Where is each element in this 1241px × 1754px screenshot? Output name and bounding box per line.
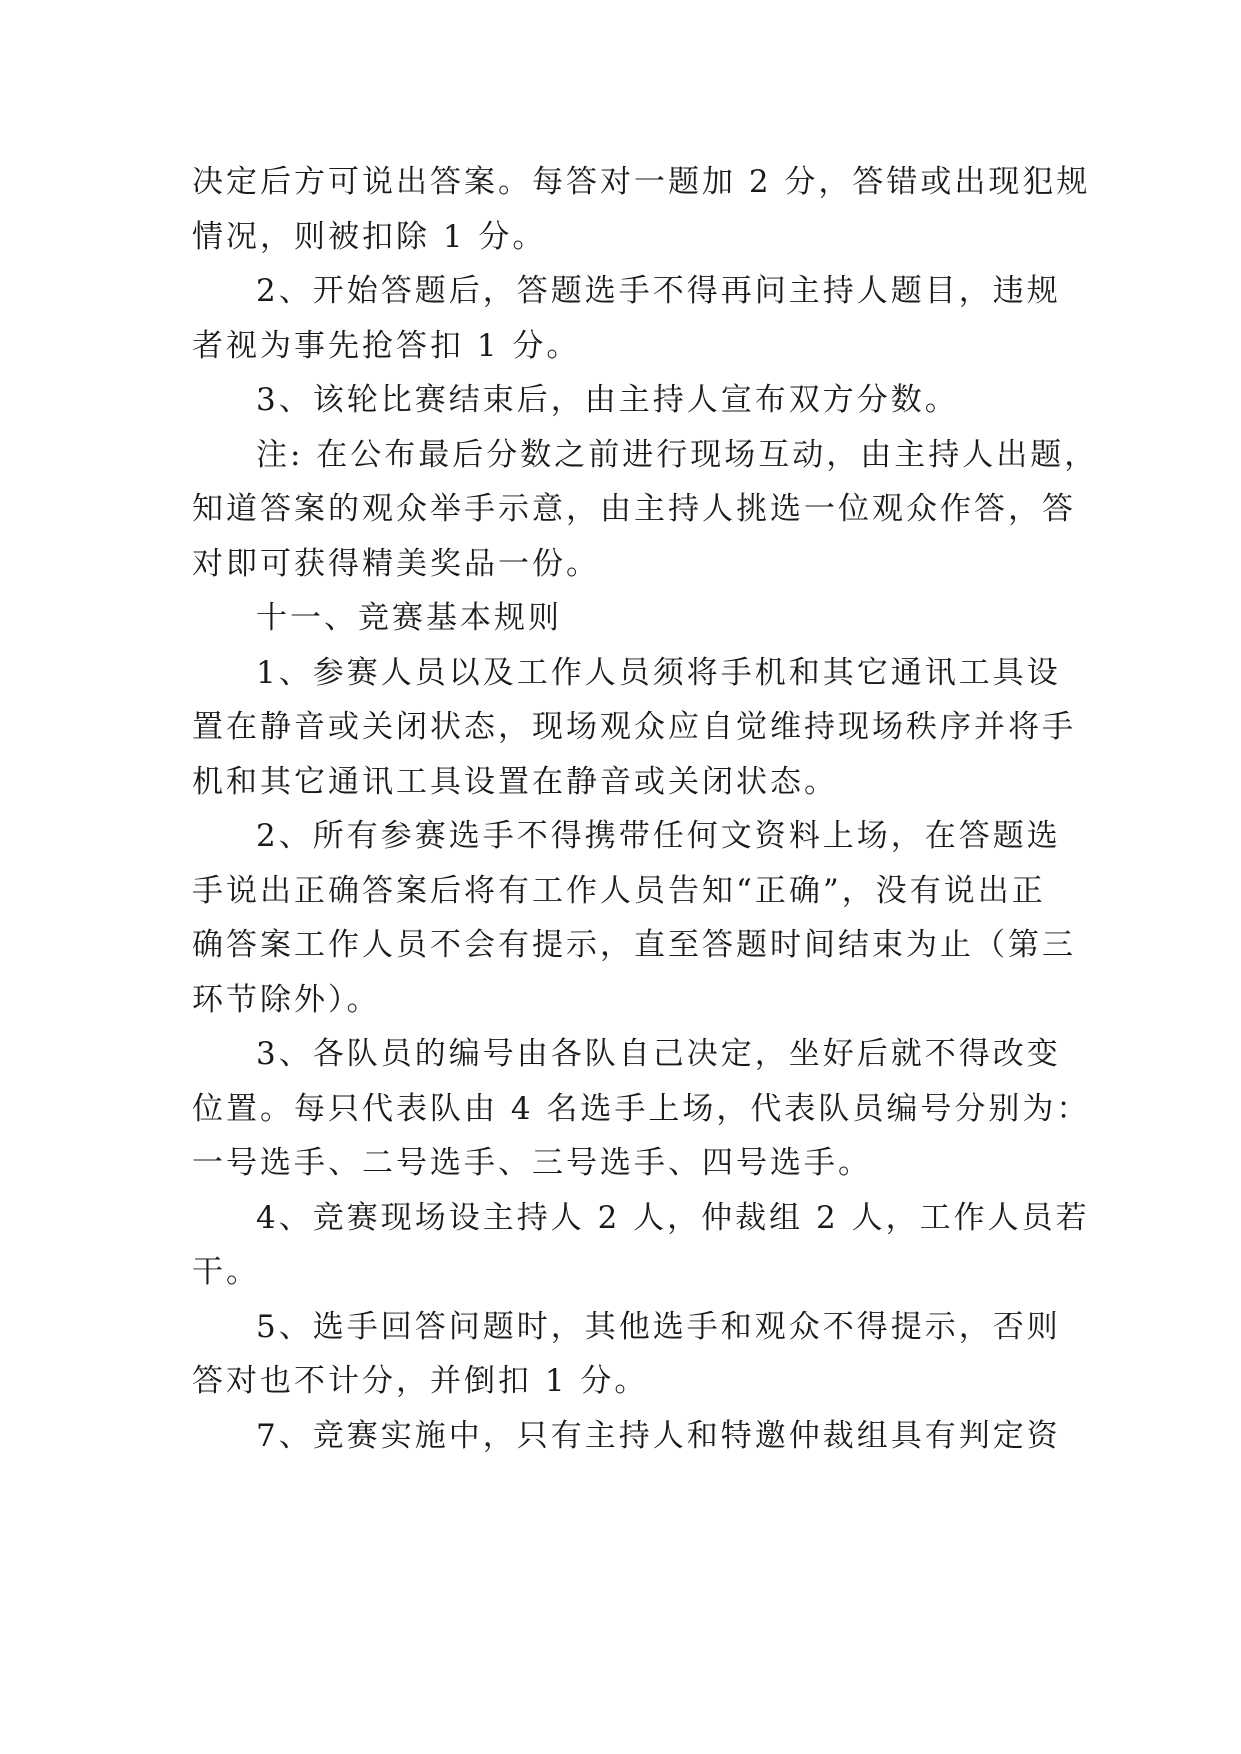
text-line: 确答案工作人员不会有提示，直至答题时间结束为止（第三 [192,927,1076,963]
text-line: 5、选手回答问题时，其他选手和观众不得提示，否则 [256,1308,1061,1345]
text-line: 置在静音或关闭状态，现场观众应自觉维持现场秩序并将手 [192,709,1076,745]
text-line: 者视为事先抢答扣 1 分。 [192,327,581,364]
text-line: 手说出正确答案后将有工作人员告知“正确”，没有说出正 [192,872,1046,909]
text-line: 知道答案的观众举手示意，由主持人挑选一位观众作答，答 [192,491,1076,527]
text-line: 3、该轮比赛结束后，由主持人宣布双方分数。 [256,382,959,418]
text-line: 4、竞赛现场设主持人 2 人，仲裁组 2 人，工作人员若 [256,1199,1090,1236]
text-line: 3、各队员的编号由各队自己决定，坐好后就不得改变 [256,1036,1061,1072]
text-line: 环节除外）。 [192,981,381,1018]
text-line: 一号选手、二号选手、三号选手、四号选手。 [192,1145,872,1181]
text-line: 位置。每只代表队由 4 名选手上场，代表队员编号分别为： [192,1090,1091,1127]
text-line: 干。 [192,1254,260,1290]
document-body [192,155,1099,1463]
section-heading: 十一、竞赛基本规则 [256,600,562,636]
text-line: 机和其它通讯工具设置在静音或关闭状态。 [192,763,838,800]
text-line: 答对也不计分，并倒扣 1 分。 [192,1363,649,1399]
text-line: 对即可获得精美奖品一份。 [192,545,600,582]
text-line: 2、所有参赛选手不得携带任何文资料上场，在答题选 [256,818,1061,854]
text-line: 2、开始答题后，答题选手不得再问主持人题目，违规 [256,273,1061,309]
text-line: 决定后方可说出答案。每答对一题加 2 分，答错或出现犯规 [192,164,1091,200]
text-line: 注: 在公布最后分数之前进行现场互动，由主持人出题， [256,436,1099,473]
text-line: 7、竞赛实施中，只有主持人和特邀仲裁组具有判定资 [256,1417,1061,1454]
text-line: 情况，则被扣除 1 分。 [192,218,547,255]
text-line: 1、参赛人员以及工作人员须将手机和其它通讯工具设 [256,654,1061,691]
